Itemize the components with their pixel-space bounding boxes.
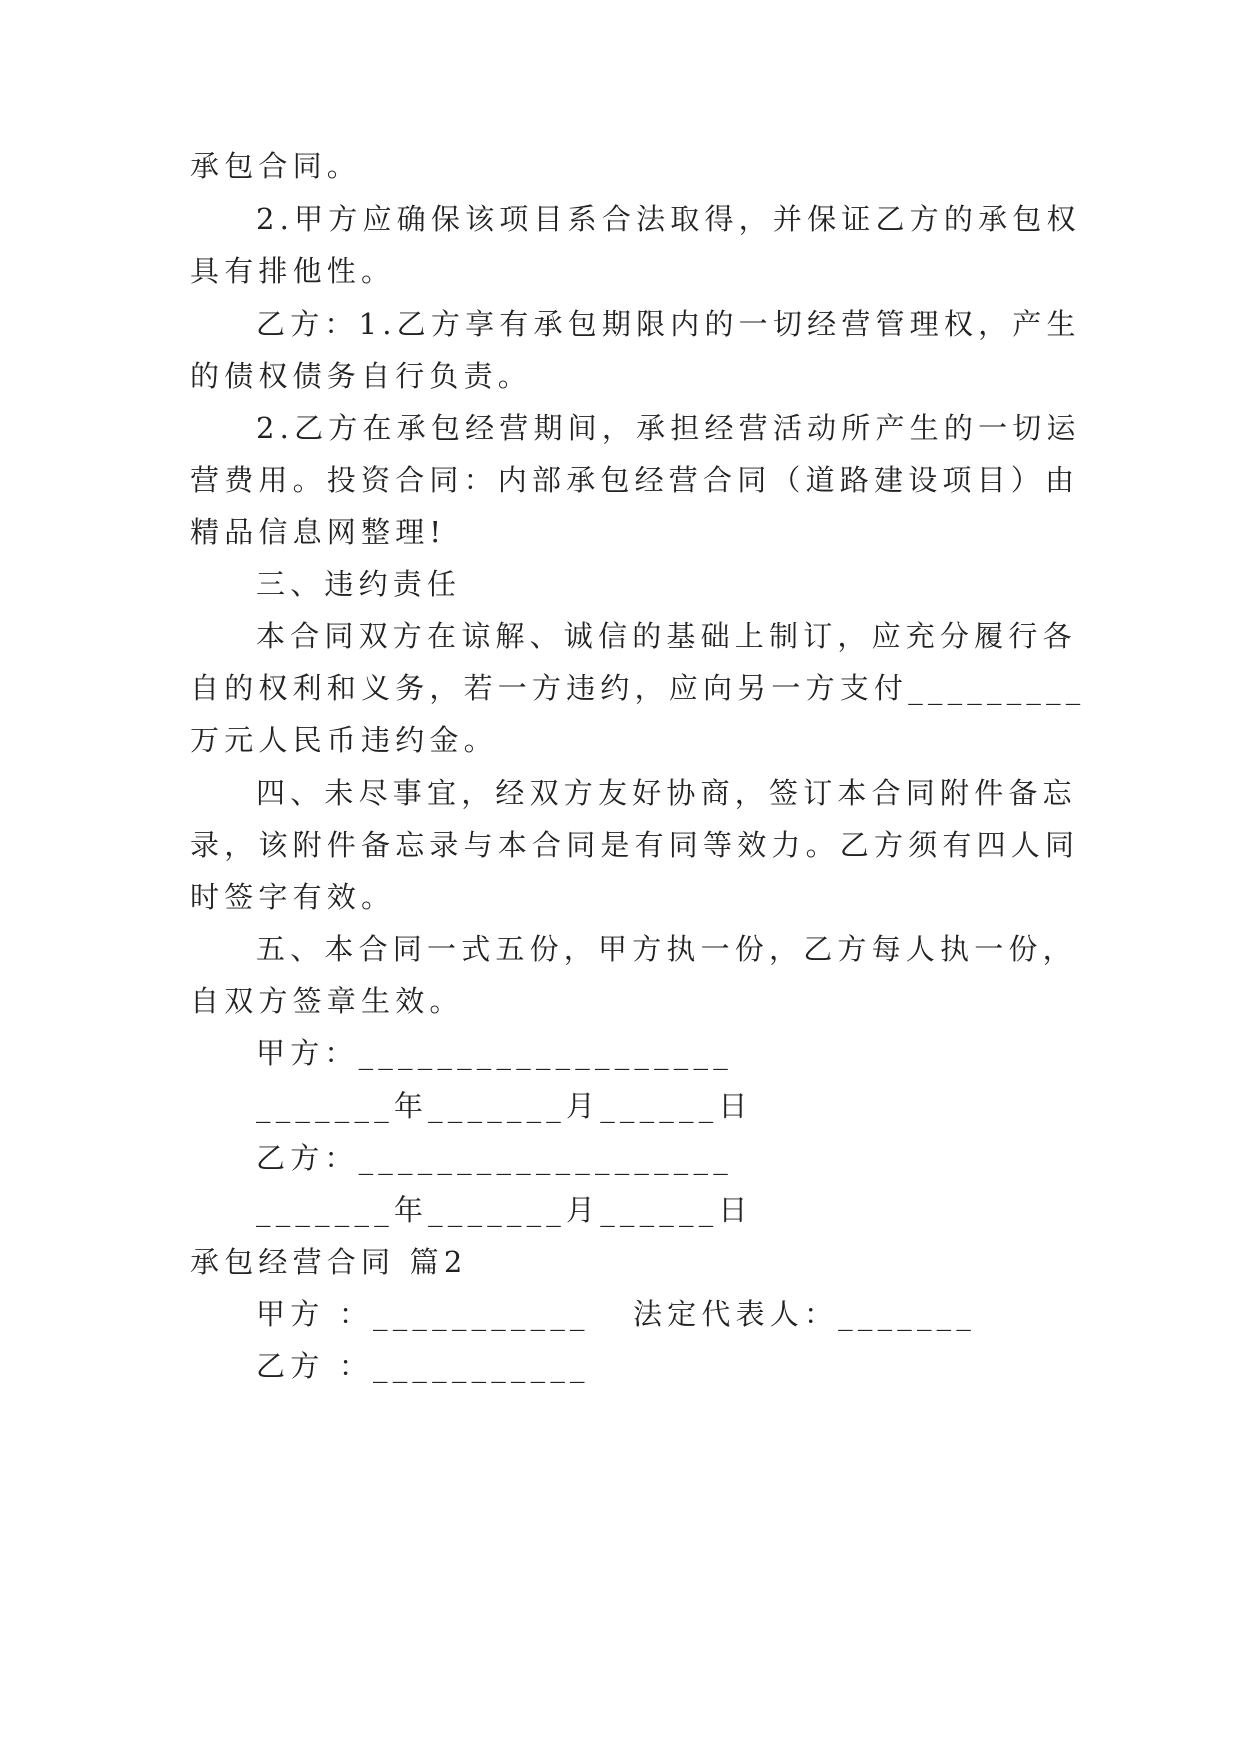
text-line: 2.乙方在承包经营期间，承担经营活动所产生的一切运	[256, 411, 1081, 445]
text-line: 2.甲方应确保该项目系合法取得，并保证乙方的承包权	[256, 202, 1081, 236]
text-line: 本合同双方在谅解、诚信的基础上制订，应充分履行各	[256, 619, 1077, 653]
party-a-date-line: _______年_______月______日	[256, 1089, 753, 1123]
text-line: 四、未尽事宜，经双方友好协商，签订本合同附件备忘	[256, 776, 1077, 810]
text-line: 自的权利和义务，若一方违约，应向另一方支付_________	[190, 671, 1086, 705]
contract-title: 承包经营合同 篇2	[190, 1245, 468, 1279]
party-a-field: 甲方 ：___________ 法定代表人：_______	[256, 1297, 977, 1331]
party-b-field: 乙方 ：___________	[256, 1349, 590, 1383]
text-line: 时签字有效。	[190, 880, 396, 914]
text-line: 精品信息网整理!	[190, 515, 447, 549]
text-line: 自双方签章生效。	[190, 984, 464, 1018]
text-line: 营费用。投资合同：内部承包经营合同（道路建设项目）由	[190, 463, 1080, 497]
text-line: 乙方：1.乙方享有承包期限内的一切经营管理权，产生	[256, 307, 1081, 341]
party-b-signature-line: 乙方：___________________	[256, 1141, 733, 1175]
text-line: 录，该附件备忘录与本合同是有同等效力。乙方须有四人同	[190, 828, 1080, 862]
text-line: 万元人民币违约金。	[190, 723, 498, 757]
text-line: 五、本合同一式五份，甲方执一份，乙方每人执一份，	[256, 932, 1077, 966]
section-heading: 三、违约责任	[256, 567, 462, 601]
party-a-signature-line: 甲方：___________________	[256, 1036, 733, 1070]
text-line: 的债权债务自行负责。	[190, 359, 533, 393]
text-line: 承包合同。	[190, 149, 362, 183]
party-b-date-line: _______年_______月______日	[256, 1193, 753, 1227]
text-line: 具有排他性。	[190, 254, 396, 288]
